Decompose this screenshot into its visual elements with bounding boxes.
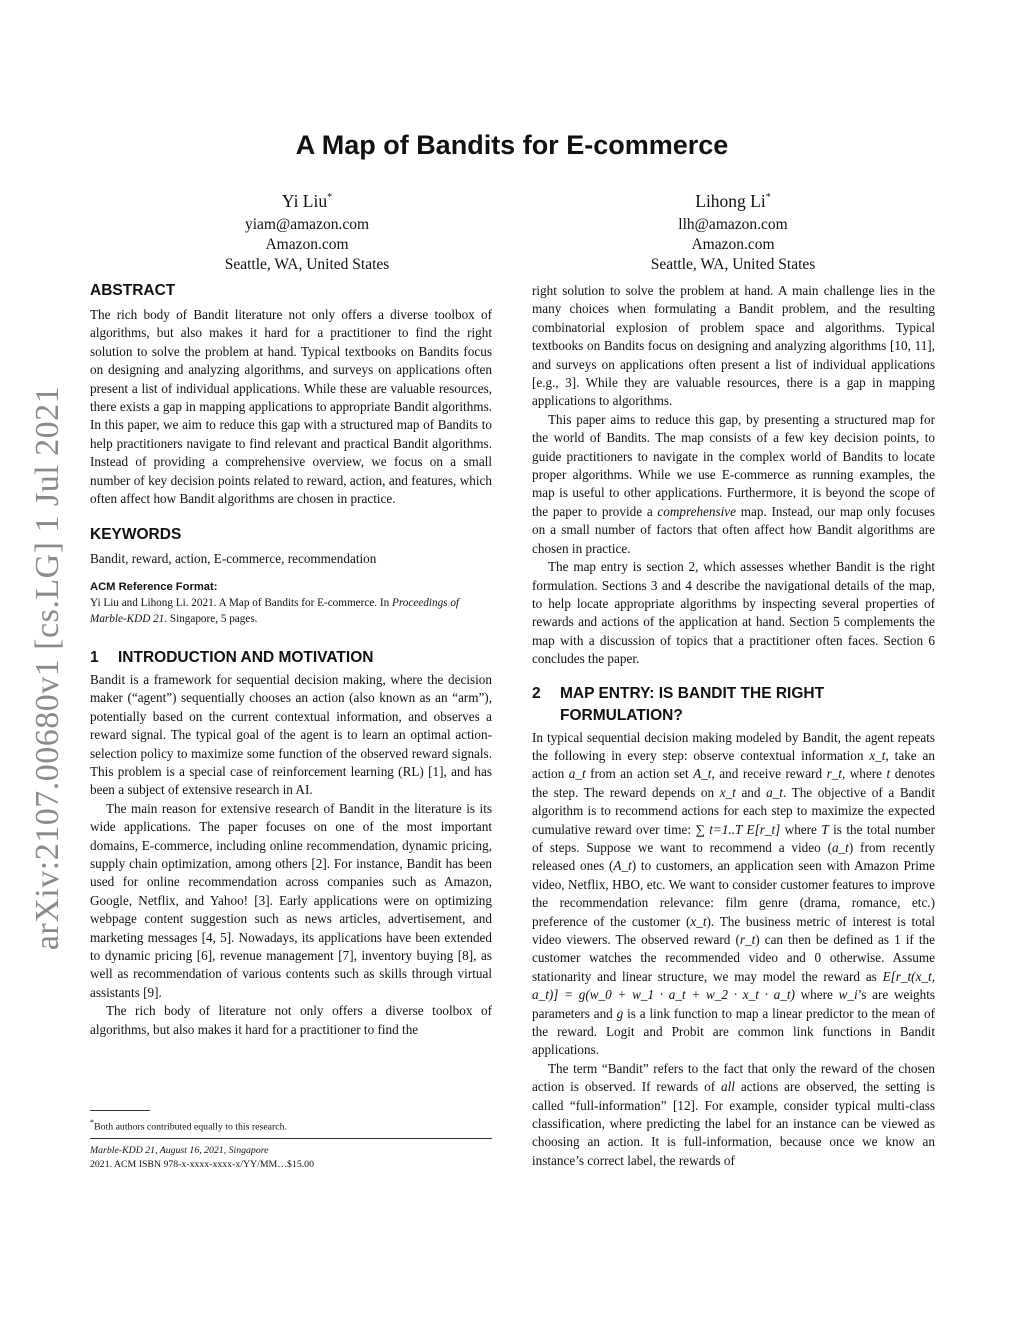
acm-reference-heading: ACM Reference Format: <box>90 580 218 593</box>
footnote: *Both authors contributed equally to this research. <box>90 1118 287 1133</box>
section2-heading: 2 MAP ENTRY: IS BANDIT THE RIGHT FORMULATION? <box>532 684 825 724</box>
abstract-heading: ABSTRACT <box>90 282 176 299</box>
keywords-text: Bandit, reward, action, E-commerce, recommendation <box>90 551 377 567</box>
right-column <box>532 282 935 1170</box>
author-affiliation: Amazon.com <box>265 235 349 253</box>
left-column <box>90 280 492 1039</box>
paper-title: A Map of Bandits for E-commerce <box>295 130 729 160</box>
author-location: Seattle, WA, United States <box>224 255 390 273</box>
section1-paragraph: The rich body of literature not only offers a diverse toolbox of algorithms, but also makes it hard for a practitioner to find the <box>90 1003 492 1037</box>
section2-paragraph: In typical sequential decision making modeled by Bandit, the agent repeats the following in every step: observe contextual information x_t, take an action a_t from an action set A_t, and receive reward r_t, where t denotes the step. The reward depends on x_t and a_t. The objective of a Bandit algorithm is to recommend actions for each step to maximize the expected cumulative reward over time: ∑ t=1..T E[r_t] where T is the total number of steps. Suppose we want to recommend a video (a_t) from recently released ones (A_t) to customers, an application seen with Amazon Prime video, Netflix, HBO, etc. We want to consider customer features to improve the recommendation relevance: film genre (drama, romance, etc.) preference of the customer (x_t). The business metric of interest is total video viewers. The observed reward (r_t) can then be defined as 1 if the customer watches the recommended video and 0 otherwise. Assume stationarity and linear structure, we may model the reward as E[r_t(x_t, a_t)] = g(w_0 + w_1 · a_t + w_2 · x_t · a_t) where w_i’s are weights parameters and g is a link function to map a linear predictor to the mean of the reward. Logit and Probit are common link functions in Bandit applications. <box>532 729 936 1058</box>
author-location: Seattle, WA, United States <box>650 255 816 273</box>
footnote-rule <box>90 1110 150 1111</box>
section1-heading: 1 INTRODUCTION AND MOTIVATION <box>90 648 374 666</box>
conference-name: Marble-KDD 21, August 16, 2021, Singapore <box>90 1145 269 1156</box>
author-affiliation: Amazon.com <box>691 235 775 253</box>
abstract-text: The rich body of Bandit literature not only offers a diverse toolbox of algorithms, but also makes it hard for a practitioner to find the right solution to solve the problem at hand. Typical textbooks on Bandits focus on designing and analyzing algorithms, and surveys on applications often present a list of individual applications. While these are valuable resources, there exists a gap in mapping applications to appropriate Bandit algorithms. In this paper, we aim to reduce this gap with a structured map of Bandits to help practitioners navigate to find relevant and practical Bandit algorithms. Instead of providing a comprehensive overview, we focus on a small number of key decision points related to reward, action, and features, which often affect how Bandit algorithms are chosen in practice. <box>90 307 492 507</box>
keywords-heading: KEYWORDS <box>90 526 182 544</box>
section1-paragraph: The map entry is section 2, which assesses whether Bandit is the right formulation. Sections 3 and 4 describe the navigational details of the map, to help locate appropriate algorithms by inspecting several properties of rewards and actions of the application at hand. Section 5 complements the map with a discussion of topics that a practitioner often faces. Section 6 concludes the paper. <box>532 559 935 667</box>
author-email: llh@amazon.com <box>678 215 788 233</box>
arxiv-stamp <box>20 378 76 958</box>
section1-paragraph: The main reason for extensive research of Bandit in the literature is its wide applications. The paper focuses on one of the most important domains, E-commerce, including online recommendation, dynamic pricing, supply chain optimization, among others [2]. For instance, Bandit has been used for online recommendation across companies such as Amazon, Google, Netflix, and Yahoo! [3]. Early applications were on optimizing webpage content suggestion such as news articles, advertisement, and marketing messages [4, 5]. Nowadays, its applications have been extended to dynamic pricing [6], revenue management [7], inventory buying [8], as well as recommendation of various contents such as skills through virtual assistants [9]. <box>90 800 492 1000</box>
acm-reference-text: Yi Liu and Lihong Li. 2021. A Map of Bandits for E-commerce. In Proceedings of Marble-KDD 21. Singapore, 5 pages. <box>90 596 460 625</box>
section2-paragraph: The term “Bandit” refers to the fact that only the reward of the chosen action is observed. If rewards of all actions are observed, the setting is called “full-information” [12]. For example, consider typical multi-class classification, where predicting the label for an instance can be viewed as choosing an action. It is full-information, because once we know an instance’s correct label, the rewards of <box>532 1060 935 1168</box>
section1-paragraph: This paper aims to reduce this gap, by presenting a structured map for the world of Bandits. The map consists of a few key decision points, to guide practitioners to navigate in the complex world of Bandits to locate proper algorithms. While we use E-commerce as running examples, the map is useful to other applications. Furthermore, it is beyond the scope of the paper to provide a comprehensive map. Instead, our map only focuses on a small number of factors that often affect how Bandit algorithms are chosen in practice. <box>532 411 935 556</box>
author-email: yiam@amazon.com <box>244 215 370 233</box>
section1-paragraph: right solution to solve the problem at hand. A main challenge lies in the many choices when formulating a Bandit problem, and the resulting combinatorial explosion of problem space and algorithms. Typical textbooks on Bandits focus on designing and analyzing algorithms [10, 11], and surveys on applications often present a list of individual applications [e.g., 3]. While they are valuable resources, there is a gap in mapping applications to algorithms. <box>532 283 935 409</box>
section1-paragraph: Bandit is a framework for sequential decision making, where the decision maker (“agent”) sequentially chooses an action (also known as an “arm”), potentially based on the current contextual information, and observes a reward signal. The typical goal of the agent is to learn an optimal action-selection policy to maximize some function of the observed reward signals. This problem is a special case of reinforcement learning (RL) [1], and has been a subject of extensive research in AI. <box>90 671 492 798</box>
footer-rule <box>90 1138 492 1139</box>
author-name: Yi Liu* <box>281 190 333 211</box>
author-block-2 <box>563 186 903 275</box>
arxiv-stamp-text: arXiv:2107.00680v1 [cs.LG] 1 Jul 2021 <box>29 385 67 951</box>
isbn-line: 2021. ACM ISBN 978-x-xxxx-xxxx-x/YY/MM…$15.00 <box>90 1159 314 1170</box>
conference-info <box>90 1144 314 1172</box>
author-name: Lihong Li* <box>695 190 771 211</box>
author-block-1 <box>137 186 477 275</box>
